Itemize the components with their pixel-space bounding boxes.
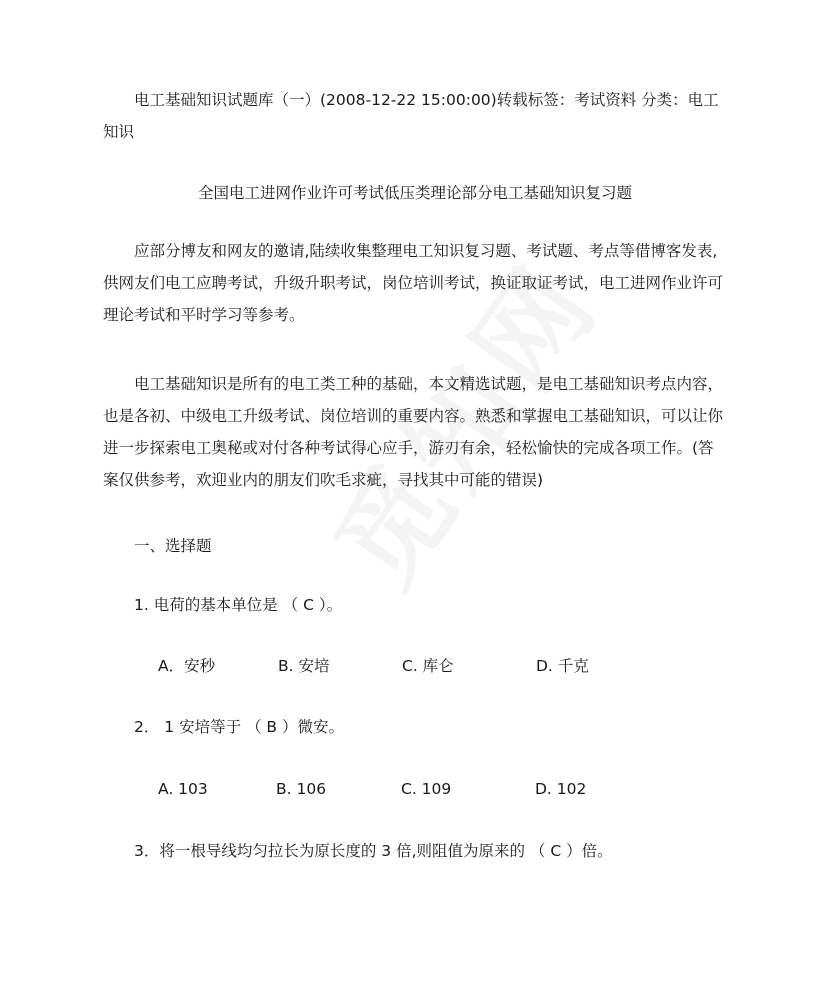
intro-line-1: 应部分博友和网友的邀请,陆续收集整理电工知识复习题、考试题、考点等借博客发表,	[134, 242, 718, 260]
option-c: C. 109	[401, 780, 452, 798]
intro-line-3: 理论考试和平时学习等参考。	[103, 306, 305, 324]
question-1-text: 1. 电荷的基本单位是 （ C ）。	[134, 596, 343, 614]
header-line-1: 电工基础知识试题库（一）(2008-12-22 15:00:00)转载标签：考试资料 分类：电工	[134, 91, 719, 109]
section-heading: 一、选择题	[134, 537, 212, 555]
option-d: D. 102	[535, 780, 587, 798]
question-3-text: 3．将一根导线均匀拉长为原长度的 3 倍,则阻值为原来的 （ C ）倍。	[134, 842, 613, 860]
option-b: B. 106	[276, 780, 327, 798]
body-line-4: 案仅供参考，欢迎业内的朋友们吹毛求疵，寻找其中可能的错误)	[103, 471, 544, 489]
body-line-3: 进一步探索电工奥秘或对付各种考试得心应手，游刃有余，轻松愉快的完成各项工作。(答	[103, 439, 714, 457]
header-line-2: 知识	[103, 123, 135, 141]
question-2-text: 2． 1 安培等于 （ B ）微安。	[134, 718, 344, 736]
body-line-1: 电工基础知识是所有的电工类工种的基础，本文精选试题，是电工基础知识考点内容，	[134, 375, 724, 393]
option-c: C. 库仑	[402, 657, 454, 675]
intro-line-2: 供网友们电工应聘考试，升级升职考试，岗位培训考试，换证取证考试，电工进网作业许可	[103, 274, 724, 292]
option-d: D. 千克	[536, 657, 589, 675]
option-a: A．安秒	[158, 657, 216, 675]
body-line-2: 也是各初、中级电工升级考试、岗位培训的重要内容。熟悉和掌握电工基础知识，可以让你	[103, 407, 724, 425]
option-b: B. 安培	[278, 657, 330, 675]
document-title: 全国电工进网作业许可考试低压类理论部分电工基础知识复习题	[197, 184, 632, 202]
option-a: A. 103	[158, 780, 208, 798]
